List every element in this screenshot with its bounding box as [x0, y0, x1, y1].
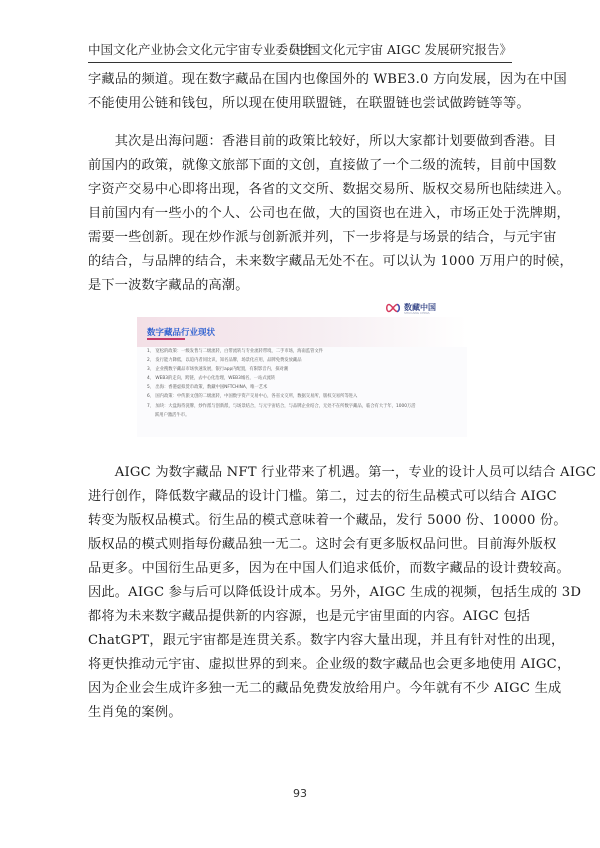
embedded-slide-figure — [137, 297, 467, 437]
text-line: 的结合，与品牌的结合，未来数字藏品无处不在。可以认为 1000 万用户的时候， — [88, 254, 573, 269]
slide-title: 数字藏品行业现状 — [147, 328, 216, 338]
slide-item-list — [147, 347, 462, 420]
page-number: 93 — [293, 787, 307, 800]
header-left-text: 中国文化产业协会文化元宇宙专业委员会 — [88, 42, 314, 57]
text-line: 生肖兔的案例。 — [88, 705, 182, 720]
header-divider — [88, 62, 512, 63]
slide-title-underline — [147, 338, 185, 340]
text-line: 字藏品的频道。现在数字藏品在国内也像国外的 WBE3.0 方向发展，因为在中国 — [88, 72, 567, 87]
list-item: 4、 WEB3的走向，跨链，去中心化治理，WEB3城名，一站式流转 — [147, 376, 276, 382]
page-header — [88, 38, 512, 60]
text-line: 转变为版权品模式。衍生品的模式意味着一个藏品，发行 5000 份、10000 份。 — [88, 513, 567, 528]
text-line: AIGC 为数字藏品 NFT 行业带来了机遇。第一，专业的设计人员可以结合 AIGC — [88, 465, 597, 480]
list-item: 跃用户激活牛市。 — [155, 412, 190, 418]
header-right-text: 《中国文化元宇宙 AIGC 发展研究报告》 — [283, 42, 512, 57]
list-item: 6、 国内政策：中传旅文创的二级流转，中国数字资产交易中心，各省文交所，数据交易所，版权交易所等进入 — [147, 394, 358, 400]
paragraph-2 — [88, 130, 573, 298]
list-item: 2、 发行能力降低，以追内者同比识，知名品牌，场景化应用，品牌免费发放藏品 — [147, 358, 302, 364]
paragraph-3 — [88, 461, 597, 725]
paragraph-1 — [88, 68, 567, 116]
text-line: 前国内的政策，就像文旅部下面的文创，直接做了一个二级的流转，目前中国数 — [88, 158, 557, 173]
text-line: 都将为未来数字藏品提供新的内容源，也是元宇宙里面的内容。AIGC 包括 — [88, 609, 531, 624]
logo-subtext: SHUCANG CHINA — [404, 311, 430, 315]
text-line: 将更快推动元宇宙、虚拟世界的到来。企业级的数字藏品也会更多地使用 AIGC， — [88, 657, 571, 672]
logo-text: 数藏中国 — [404, 303, 436, 312]
list-item: 5、 出海：香港虚拟货币政策，数藏中国NFTCHINA，唯一艺术 — [147, 385, 268, 391]
list-item: 3、 企业搜数字藏品市场快速发展，银行app内配置，有限影音内，探对潮 — [147, 367, 289, 373]
list-item: 7、 加块：大盘海待洗牌，炒作派与创新派，与场景结合，与元宇宙结合，与品牌企业结合，无处不在所数字藏品，临合有大于年，1000万活 — [147, 403, 416, 409]
text-line: 需要一些创新。现在炒作派与创新派并列，下一步将是与场景的结合，与元宇宙 — [88, 230, 557, 245]
text-line: 因为企业会生成许多独一无二的藏品免费发放给用户。今年就有不少 AIGC 生成 — [88, 681, 562, 696]
text-line: 是下一波数字藏品的高潮。 — [88, 278, 249, 293]
text-line: 其次是出海问题：香港目前的政策比较好，所以大家都计划要做到香港。目 — [88, 134, 557, 149]
text-line: 品更多。中国衍生品更多，因为在中国人们追求低价，而数字藏品的设计费较高。 — [88, 561, 570, 576]
list-item: 1、 宽松的政策：一级发售与二级流转，白带流转与专业流转带境，二手市场，海南监管文件 — [147, 349, 323, 354]
text-line: 字资产交易中心即将出现，各省的文交所、数据交易所、版权交易所也陆续进入。 — [88, 182, 570, 197]
text-line: ChatGPT，跟元宇宙都是连贯关系。数字内容大量出现，并且有针对性的出现， — [88, 633, 565, 648]
text-line: 版权品的模式则指每份藏品独一无二。这时会有更多版权品问世。目前海外版权 — [88, 537, 557, 552]
shucang-china-logo — [385, 302, 455, 316]
text-line: 因此。AIGC 参与后可以降低设计成本。另外，AIGC 生成的视频，包括生成的 3D — [88, 585, 582, 600]
text-line: 不能使用公链和钱包，所以现在使用联盟链，在联盟链也尝试做跨链等等。 — [88, 96, 530, 111]
infinity-logo-icon — [385, 303, 401, 313]
text-line: 进行创作，降低数字藏品的设计门槛。第二，过去的衍生品模式可以结合 AIGC — [88, 489, 557, 504]
text-line: 目前国内有一些小的个人、公司也在做，大的国资也在进入，市场正处于洗牌期， — [88, 206, 570, 221]
